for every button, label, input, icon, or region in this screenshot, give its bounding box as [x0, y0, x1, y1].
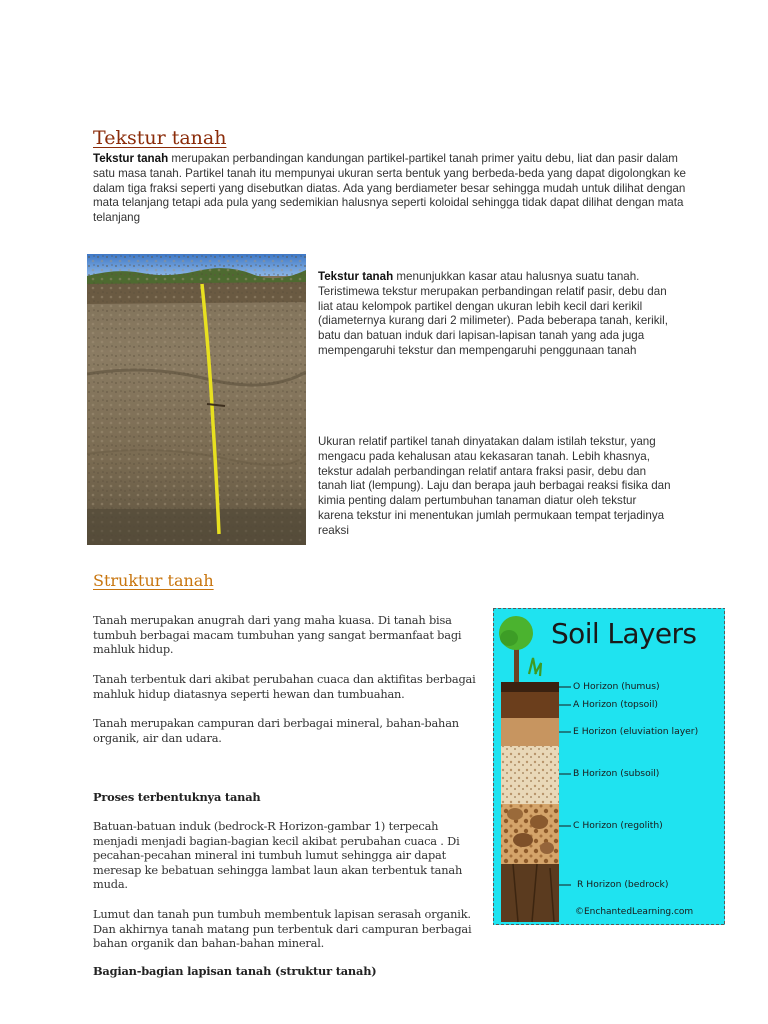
intro-text: merupakan perbandingan kandungan partikel-partikel tanah primer yaitu debu, liat dan pasir dalam satu masa tanah. Partikel tanah itu mempunyai ukuran serta bentuk yang berbeda-beda yang dapat digolongkan ke dalam tiga fraksi seperti yang disebutkan diatas. Ada yang berdiameter besar sehingga mudah untuk dilihat dengan mata telanjang tetapi ada pula yang sedemikian halusnya seperti koloidal sehingga tidak dapat dilihat dengan mata telanjang	[93, 152, 686, 225]
intro-term: Tekstur tanah	[93, 152, 169, 165]
label-a-horizon: A Horizon (topsoil)	[573, 699, 658, 710]
diagram-title: Soil Layers	[551, 617, 697, 650]
intro-paragraph	[93, 152, 688, 226]
structure-paragraph-1: Tanah merupakan anugrah dari yang maha kuasa. Di tanah bisa tumbuh berbagai macam tumbuhan yang sangat bermanfaat bagi mahluk hidup.	[93, 613, 462, 657]
texture-paragraph-3: Ukuran relatif partikel tanah dinyatakan dalam istilah tekstur, yang mengacu pada kehalusan atau kekasaran tanah. Lebih khasnya, tekstur adalah perbandingan relatif antara fraksi pasir, debu dan tanah liat (lempung). Laju dan berapa jauh berbagai reaksi fisika dan kimia penting dalam pertumbuhan tanaman diatur oleh tekstur karena tekstur ini menentukan jumlah permukaan tempat terjadinya reaksi	[318, 435, 671, 537]
page-title: Tekstur tanah	[93, 127, 227, 149]
structure-paragraph-3: Tanah merupakan campuran dari berbagai mineral, bahan-bahan organik, air dan udara.	[93, 716, 459, 745]
soil-layers-diagram	[493, 608, 725, 925]
label-r-horizon: R Horizon (bedrock)	[577, 879, 669, 890]
diagram-credit: ©EnchantedLearning.com	[575, 907, 694, 917]
soil-layers-illustration	[493, 608, 725, 925]
label-o-horizon: O Horizon (humus)	[573, 681, 660, 692]
subheading-bagian: Bagian-bagian lapisan tanah (struktur tanah)	[93, 964, 377, 978]
structure-paragraph-4: Batuan-batuan induk (bedrock-R Horizon-gambar 1) terpecah menjadi menjadi bagian-bagian kecil akibat perubahan cuaca . Di pecahan-pecahan mineral ini tumbuh lumut sehingga air dapat meresap ke bebatuan sehingga lambat laun akan terbentuk tanah muda.	[93, 819, 463, 892]
label-b-horizon: B Horizon (subsoil)	[573, 768, 660, 779]
texture-paragraph-2	[318, 270, 673, 359]
texture-term: Tekstur tanah	[318, 270, 394, 283]
structure-paragraph-5: Lumut dan tanah pun tumbuh membentuk lapisan serasah organik. Dan akhirnya tanah matang pun terbentuk dari campuran berbagai bahan organik dan bahan-bahan mineral.	[93, 907, 472, 951]
structure-paragraph-2: Tanah terbentuk dari akibat perubahan cuaca dan aktifitas berbagai mahluk hidup diatasnya seperti hewan dan tumbuahan.	[93, 672, 476, 701]
soil-profile-photo	[87, 254, 306, 545]
label-e-horizon: E Horizon (eluviation layer)	[573, 726, 699, 737]
texture-text: menunjukkan kasar atau halusnya suatu tanah. Teristimewa tekstur merupakan perbandingan relatif pasir, debu dan liat atau kelompok partikel dengan ukuran lebih kecil dari kerikil (diameternya kurang dari 2 milimeter). Pada beberapa tanah, kerikil, batu dan batuan induk dari lapisan-lapisan tanah yang ada juga mempengaruhi tekstur dan mempengaruhi penggunaan tanah	[318, 270, 668, 357]
section-title-struktur: Struktur tanah	[93, 571, 214, 590]
label-c-horizon: C Horizon (regolith)	[573, 820, 663, 831]
subheading-proses: Proses terbentuknya tanah	[93, 790, 261, 804]
